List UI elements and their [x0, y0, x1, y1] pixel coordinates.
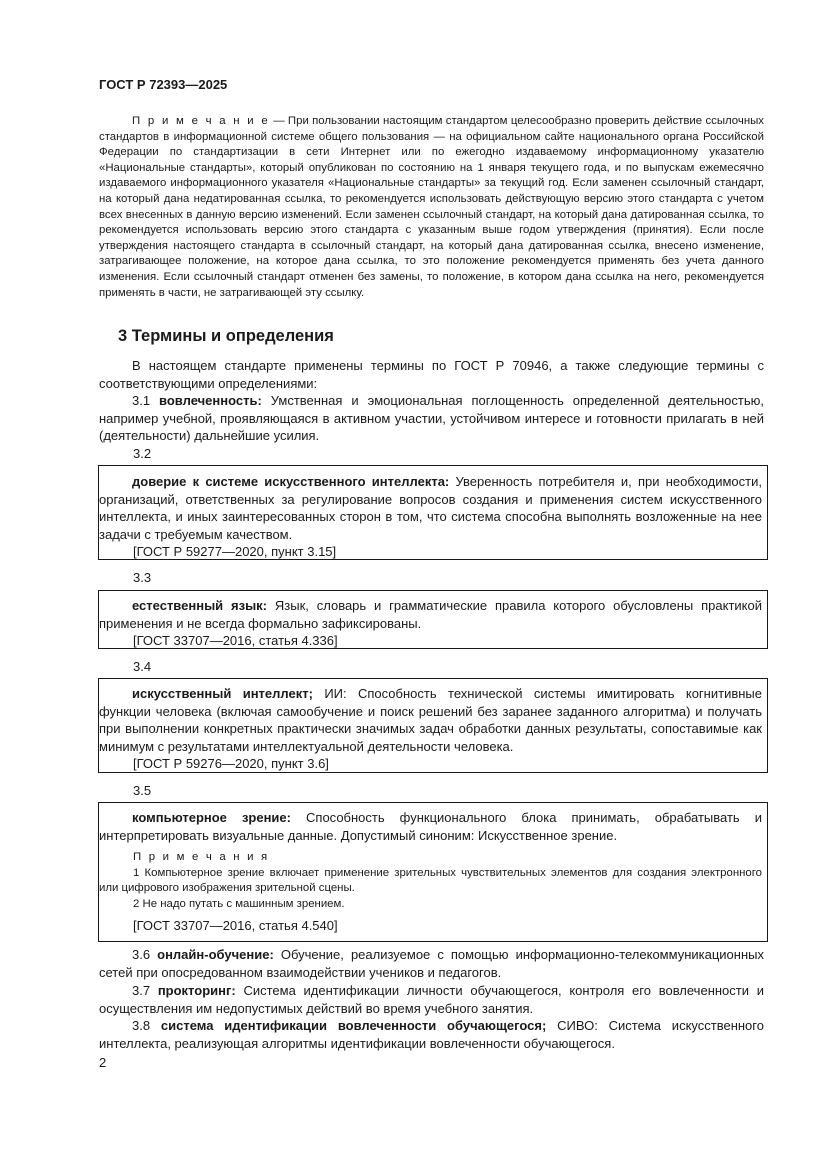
- term-source: [ГОСТ Р 59276—2020, пункт 3.6]: [133, 756, 329, 771]
- term-box-3-3: [98, 590, 768, 649]
- reference-note: [99, 114, 764, 301]
- term-definition: СИВО: Система искусственного интеллекта, реализующая алгоритмы идентификации вовлеченности обучающегося.: [99, 1018, 764, 1051]
- note-label: П р и м е ч а н и е: [132, 115, 270, 127]
- standard-code-header: ГОСТ Р 72393—2025: [99, 77, 228, 92]
- term-number: 3.7: [132, 983, 151, 998]
- term-3-4: [99, 685, 767, 755]
- page-number: 2: [99, 1055, 107, 1070]
- term-number-3-3: 3.3: [133, 570, 152, 585]
- term-definition: Обучение, реализуемое с помощью информационно-телекоммуникационных сетей при опосредованном взаимодействии учеников и педагогов.: [99, 947, 764, 980]
- notes-label: П р и м е ч а н и я: [133, 851, 270, 863]
- term-3-2: [99, 473, 767, 543]
- term-number: 3.6: [132, 947, 151, 962]
- section-intro: В настоящем стандарте применены термины по ГОСТ Р 70946, а также следующие термины с соответствующими определениями:: [99, 358, 764, 391]
- term-3-6: [99, 946, 764, 981]
- term-title: искусственный интеллект;: [132, 686, 313, 701]
- term-definition: Умственная и эмоциональная поглощенность определенной деятельностью, например учебной, проявляющаяся в активном участии, устойчивом интересе и готовности прилагать в ней (деятельности) дальнейшие усилия.: [99, 393, 764, 443]
- term-3-1: [99, 392, 764, 445]
- term-box-3-2: [98, 465, 768, 560]
- note-item-1: 1 Компьютерное зрение включает применение зрительных чувствительных элементов для создания электронного или цифрового изображения зрительной сцены.: [99, 866, 762, 895]
- term-3-5: [99, 809, 767, 844]
- term-title: естественный язык:: [132, 598, 268, 613]
- note-item-2: 2 Не надо путать с машинным зрением.: [133, 897, 345, 910]
- term-3-3: [99, 597, 767, 632]
- term-number: 3.1: [132, 393, 151, 408]
- term-definition: Язык, словарь и грамматические правила которого обусловлены практикой применения и не всегда формально зафиксированы.: [99, 598, 762, 631]
- term-number-3-5: 3.5: [133, 783, 152, 798]
- term-title: прокторинг:: [157, 983, 236, 998]
- term-box-3-4: [98, 678, 768, 773]
- term-definition: ИИ: Способность технической системы имитировать когнитивные функции человека (включая самообучение и поиск решений без заранее заданного алгоритма) и получать при выполнении конкретных практически значимых задач обработки данных результаты, сопоставимые как минимум с результатами интеллектуальной деятельности человека.: [99, 686, 762, 754]
- term-3-8: [99, 1017, 764, 1052]
- term-title: компьютерное зрение:: [132, 810, 291, 825]
- section-heading: 3 Термины и определения: [118, 327, 334, 345]
- note-text: — При пользовании настоящим стандартом целесообразно проверить действие ссылочных стандартов в информационной системе общего пользования — на официальном сайте национального органа Российской Федерации по стандартизации в сети Интернет или по ежегодно издаваемому информационному указателю «Национальные стандарты», который опубликован по состоянию на 1 января текущего года, и по выпускам ежемесячно издаваемого информационного указателя «Национальные стандарты» за текущий год. Если заменен ссылочный стандарт, на который дана недатированная ссылка, то рекомендуется использовать действующую версию этого стандарта с учетом всех внесенных в данную версию изменений. Если заменен ссылочный стандарт, на который дана датированная ссылка, то рекомендуется использовать версию этого стандарта с указанным выше годом утверждения (принятия). Если после утверждения настоящего стандарта в ссылочный стандарт, на который дана датированная ссылка, внесено изменение, затрагивающее положение, на которое дана ссылка, то это положение рекомендуется применять без учета данного изменения. Если ссылочный стандарт отменен без замены, то положение, в котором дана ссылка на него, рекомендуется применять в части, не затрагивающей эту ссылку.: [99, 115, 764, 299]
- term-definition: Способность функционального блока принимать, обрабатывать и интерпретировать визуальные данные. Допустимый синоним: Искусственное зрение.: [99, 810, 762, 843]
- term-title: онлайн-обучение:: [157, 947, 274, 962]
- term-source: [ГОСТ 33707—2016, статья 4.336]: [133, 633, 338, 648]
- term-title: вовлеченность:: [159, 393, 262, 408]
- term-source: [ГОСТ 33707—2016, статья 4.540]: [133, 918, 338, 934]
- term-notes: [99, 850, 767, 912]
- term-number-3-2: 3.2: [133, 446, 152, 461]
- term-box-3-5: [98, 802, 768, 942]
- term-number-3-4: 3.4: [133, 659, 152, 674]
- term-definition: Уверенность потребителя и, при необходимости, организаций, ответственных за регулирование вопросов создания и применения систем искусственного интеллекта, и иных заинтересованных сторон в том, что система способна выполнять возложенные на нее задачи с требуемым качеством.: [99, 474, 762, 542]
- term-definition: Система идентификации личности обучающегося, контроля его вовлеченности и осуществления им недопустимых действий во время учебного занятия.: [99, 983, 764, 1016]
- term-title: доверие к системе искусственного интеллекта:: [132, 474, 450, 489]
- term-source: [ГОСТ Р 59277—2020, пункт 3.15]: [133, 544, 337, 559]
- term-3-7: [99, 982, 764, 1017]
- term-number: 3.8: [132, 1018, 151, 1033]
- term-title: система идентификации вовлеченности обучающегося;: [160, 1018, 547, 1033]
